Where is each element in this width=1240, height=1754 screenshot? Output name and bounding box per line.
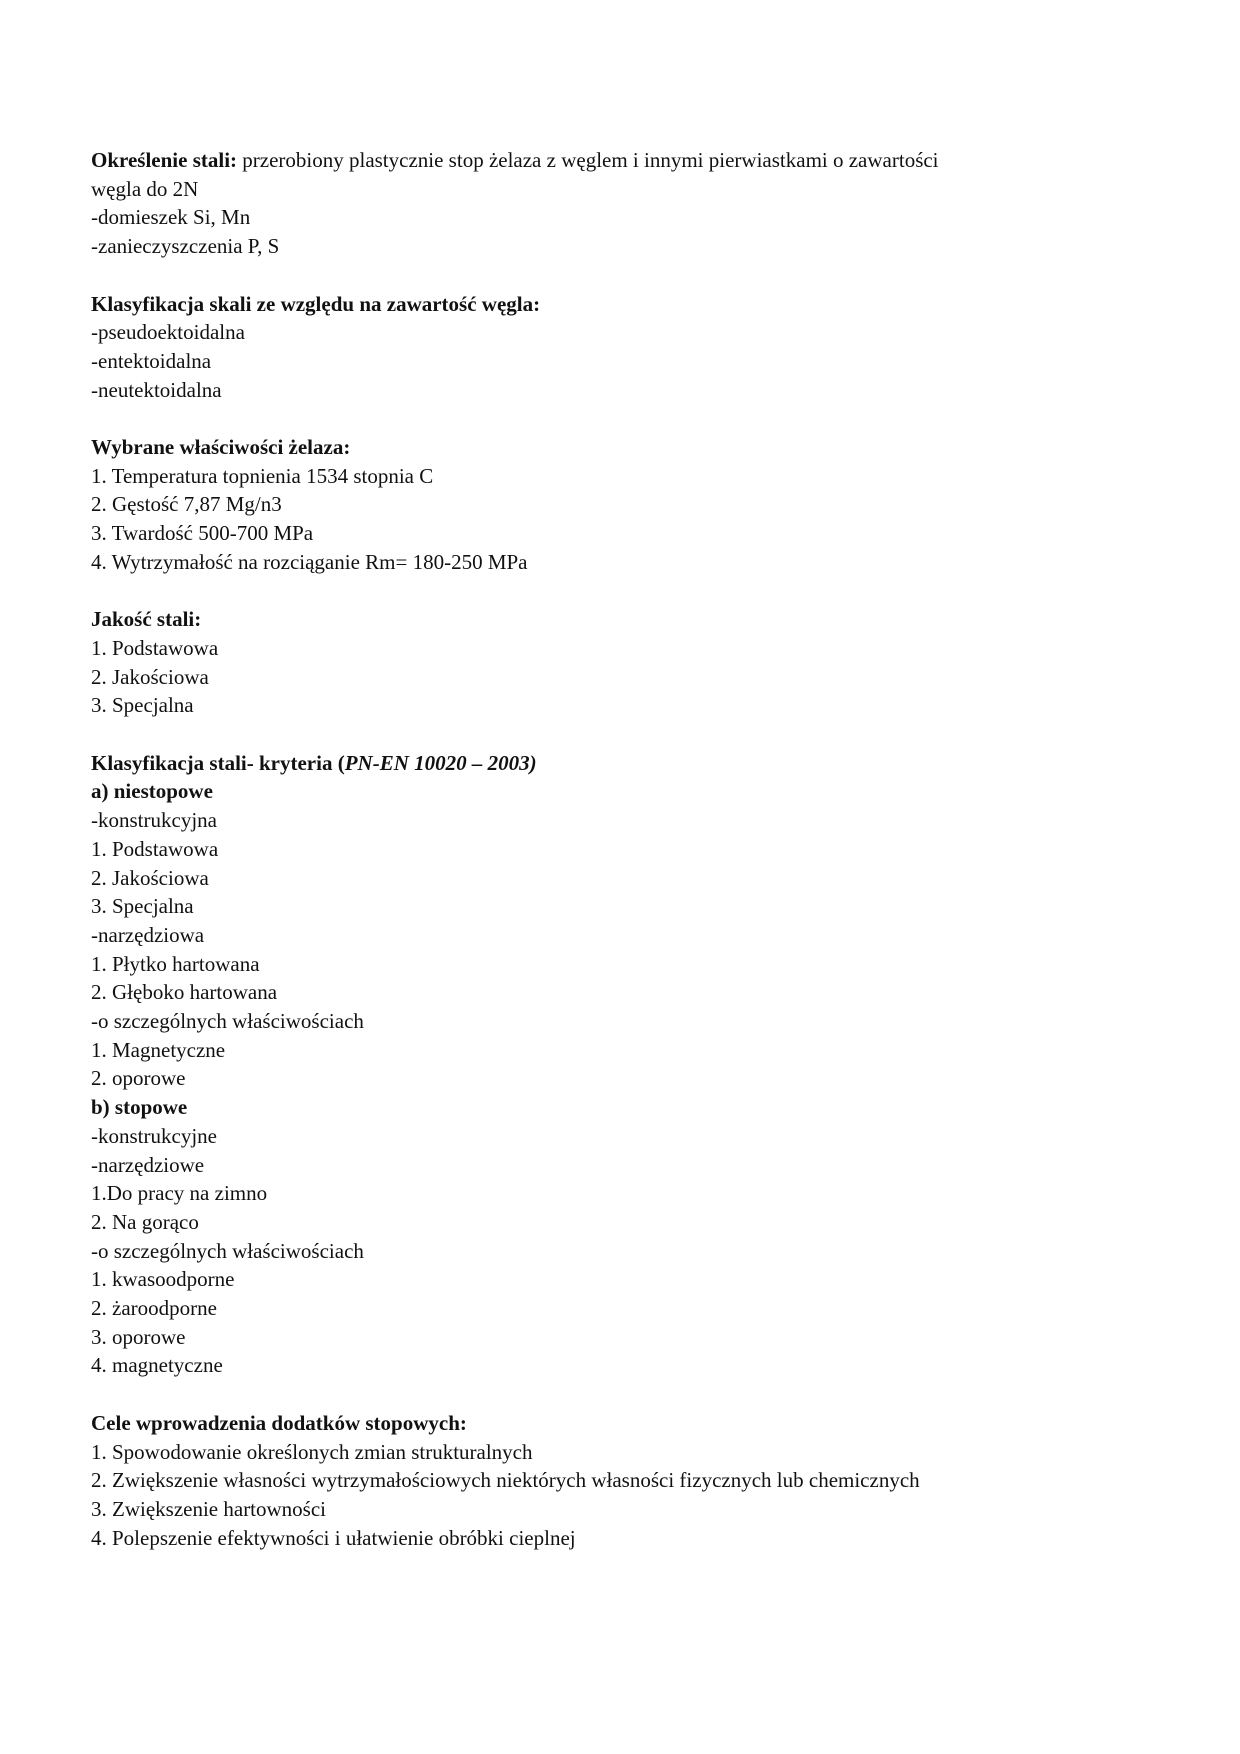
list-item: 2. Zwiększenie własności wytrzymałościowych niektórych własności fizycznych lub chemicznych	[91, 1468, 920, 1493]
section-heading: Klasyfikacja stali- kryteria	[91, 750, 333, 775]
standard-reference: PN-EN 10020 – 2003)	[344, 750, 537, 775]
list-item: 2. Głęboko hartowana	[91, 980, 278, 1005]
definition-text-continued: węgla do 2N	[91, 176, 199, 201]
section-steel-classification-criteria	[91, 749, 1151, 1380]
list-item: 1. Płytko hartowana	[91, 951, 260, 976]
section-iron-properties	[91, 433, 1151, 577]
list-item: 2. Gęstość 7,87 Mg/n3	[91, 492, 282, 517]
list-item: -domieszek Si, Mn	[91, 205, 251, 230]
list-item: 1. kwasoodporne	[91, 1267, 235, 1292]
definition-line	[91, 146, 1151, 175]
list-item: -narzędziowa	[91, 922, 205, 947]
subheading-alloy: b) stopowe	[91, 1095, 188, 1120]
section-heading: Określenie stali:	[91, 148, 238, 172]
list-item: 2. żaroodporne	[91, 1296, 217, 1321]
list-item: 3. Specjalna	[91, 894, 194, 919]
list-item: 2. Jakościowa	[91, 664, 209, 689]
list-item: 4. Wytrzymałość na rozciąganie Rm= 180-250 MPa	[91, 549, 528, 574]
list-item: 3. Zwiększenie hartowności	[91, 1496, 327, 1521]
list-item: 1.Do pracy na zimno	[91, 1181, 268, 1206]
section-heading: Cele wprowadzenia dodatków stopowych:	[91, 1410, 467, 1435]
list-item: 3. oporowe	[91, 1324, 186, 1349]
list-item: -o szczególnych właściwościach	[91, 1238, 364, 1263]
section-heading: Wybrane właściwości żelaza:	[91, 435, 351, 459]
document-page	[91, 146, 1151, 1581]
list-item: 1. Spowodowanie określonych zmian strukturalnych	[91, 1439, 533, 1464]
list-item: 1. Temperatura topnienia 1534 stopnia C	[91, 463, 434, 488]
section-heading-line	[91, 749, 1151, 778]
list-item: -o szczególnych właściwościach	[91, 1009, 364, 1034]
section-heading: Klasyfikacja skali ze względu na zawartość węgla:	[91, 291, 541, 316]
section-alloy-additions-goals	[91, 1409, 1151, 1553]
list-item: -konstrukcyjna	[91, 808, 217, 833]
list-item: 1. Podstawowa	[91, 635, 219, 660]
heading-paren: (	[332, 750, 345, 775]
list-item: -konstrukcyjne	[91, 1123, 217, 1148]
list-item: -neutektoidalna	[91, 377, 222, 402]
list-item: 1. Podstawowa	[91, 836, 219, 861]
subheading-non-alloy: a) niestopowe	[91, 779, 213, 804]
section-steel-definition	[91, 146, 1151, 261]
section-heading: Jakość stali:	[91, 607, 202, 632]
list-item: 3. Twardość 500-700 MPa	[91, 521, 314, 546]
definition-text: przerobiony plastycznie stop żelaza z węglem i innymi pierwiastkami o zawartości	[237, 148, 939, 172]
list-item: 4. magnetyczne	[91, 1353, 223, 1378]
list-item: 2. Na gorąco	[91, 1209, 199, 1234]
list-item: 2. Jakościowa	[91, 865, 209, 890]
list-item: -narzędziowe	[91, 1152, 205, 1177]
section-carbon-classification	[91, 290, 1151, 405]
list-item: 1. Magnetyczne	[91, 1037, 226, 1062]
list-item: -pseudoektoidalna	[91, 320, 245, 345]
list-item: -zanieczyszczenia P, S	[91, 234, 280, 259]
list-item: 4. Polepszenie efektywności i ułatwienie obróbki cieplnej	[91, 1525, 576, 1550]
list-item: 2. oporowe	[91, 1066, 186, 1091]
list-item: 3. Specjalna	[91, 693, 194, 718]
section-steel-quality	[91, 605, 1151, 720]
list-item: -entektoidalna	[91, 348, 212, 373]
